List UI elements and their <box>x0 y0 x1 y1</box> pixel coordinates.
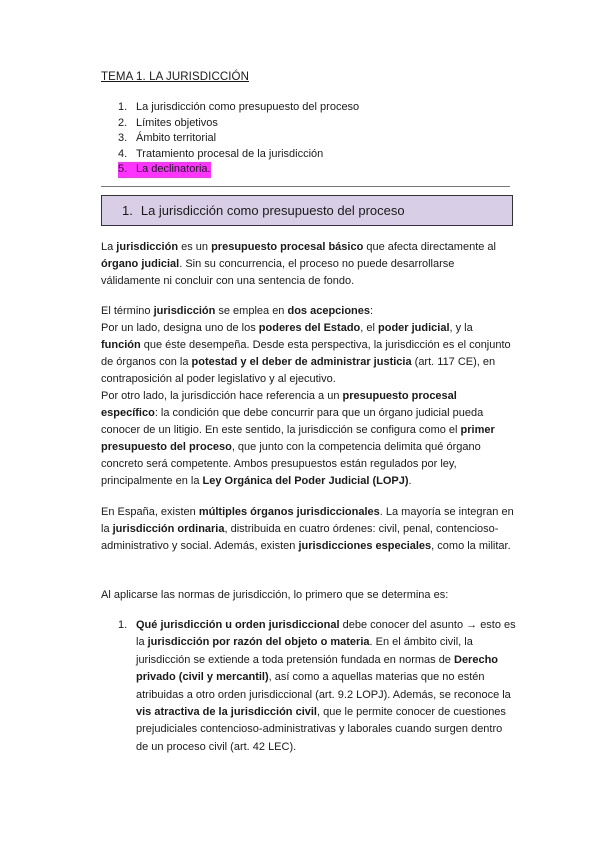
bold-term: presupuesto procesal básico <box>211 241 364 253</box>
bold-term: jurisdicción <box>116 241 179 253</box>
bold-term: Derecho privado (civil y mercantil) <box>136 653 499 684</box>
bold-term: primer presupuesto del proceso <box>101 424 495 453</box>
text-run: se emplea en <box>215 305 288 317</box>
list-item-text <box>136 617 516 756</box>
paragraph-organos <box>101 504 515 555</box>
bold-term: poderes del Estado <box>258 322 361 334</box>
list-item <box>118 617 516 756</box>
bold-term: potestad y el deber de administrar justicia <box>191 356 412 368</box>
text-run: Por otro lado, la jurisdicción hace referencia a un <box>101 390 343 402</box>
paragraph-definition <box>101 239 515 290</box>
toc-item-highlighted <box>118 162 359 178</box>
text-run: es un <box>178 241 212 253</box>
text-run: , así como a aquellas materias que no estén atribuidas a otro orden jurisdiccional (art. 9.2 LOPJ). Además, se reconoce la <box>136 671 511 701</box>
bold-term: múltiples órganos jurisdiccionales <box>198 506 380 518</box>
list-item-number: 1. <box>118 619 128 631</box>
text-run: que afecta directamente al <box>363 241 496 253</box>
bold-term: dos acepciones <box>287 305 371 317</box>
text-run: La <box>101 241 117 253</box>
bold-term: jurisdicción ordinaria <box>112 523 225 535</box>
text-run: En España, existen <box>101 506 199 518</box>
paragraph-acepciones <box>101 303 515 490</box>
text-run: Al aplicarse las normas de jurisdicción, lo primero que se determina es: <box>101 589 449 601</box>
toc-item-label: La jurisdicción como presupuesto del proceso <box>136 101 360 113</box>
section-title: La jurisdicción como presupuesto del proceso <box>140 203 405 218</box>
toc-item-number: 5. <box>118 162 136 178</box>
text-run: , y la <box>449 322 473 334</box>
text-run: , el <box>360 322 378 334</box>
toc-item-number: 1. <box>118 101 128 113</box>
text-run: El término <box>101 305 154 317</box>
text-run: . La mayoría se integran en la <box>101 506 514 535</box>
bold-term: jurisdicción por razón del objeto o materia <box>147 636 370 649</box>
text-run: que éste desempeña. Desde esta perspectiva, la jurisdicción es el conjunto de órganos con la <box>101 339 511 368</box>
toc-item-number: 3. <box>118 132 128 144</box>
toc-item <box>118 147 359 163</box>
toc-item <box>118 131 359 147</box>
text-run: Por un lado, designa uno de los <box>101 322 259 334</box>
bold-term: vis atractiva de la jurisdicción civil <box>136 706 317 719</box>
toc-item-label: Ámbito territorial <box>136 132 217 144</box>
toc-item-number: 4. <box>118 147 128 160</box>
text-run: , como la militar. <box>431 540 511 552</box>
text-run: : la condición que debe concurrir para que un órgano judicial pueda conocer de un litigio. En este sentido, la jurisdicción se configura como el <box>101 407 484 436</box>
toc-item <box>118 100 359 116</box>
text-run: debe conocer del asunto → esto es la <box>136 619 516 649</box>
bold-term: jurisdicción <box>153 305 216 317</box>
document-title: TEMA 1. LA JURISDICCIÓN <box>101 71 249 83</box>
text-run: . Sin su concurrencia, el proceso no puede desarrollarse válidamente ni concluir con una sentencia de fondo. <box>101 258 455 287</box>
bold-term: órgano judicial <box>101 258 180 270</box>
bold-term: función <box>101 339 141 351</box>
text-run: , que junto con la competencia delimita qué órgano concreto será competente. Ambos presupuestos están regulados por ley, principalmente en la <box>101 441 481 487</box>
table-of-contents <box>118 100 359 178</box>
bold-term: Ley Orgánica del Poder Judicial (LOPJ) <box>202 475 409 487</box>
bold-term: presupuesto procesal específico <box>101 390 457 419</box>
text-run: , distribuida en cuatro órdenes: civil, penal, contencioso-administrativo y social. Además, existen <box>101 523 499 552</box>
text-run: (art. 117 CE), en contraposición al poder legislativo y al ejecutivo. <box>101 356 496 385</box>
paragraph-intro-list <box>101 587 515 604</box>
text-run: : <box>370 305 374 317</box>
text-run: . <box>408 475 412 487</box>
horizontal-divider <box>101 186 510 187</box>
toc-item-label: La declinatoria. <box>136 162 211 178</box>
toc-item-label: Límites objetivos <box>136 116 218 129</box>
bold-term: Qué jurisdicción u orden jurisdiccional <box>136 619 340 631</box>
toc-item-number: 2. <box>118 116 128 129</box>
bold-term: jurisdicciones especiales <box>298 540 432 552</box>
toc-item-label: Tratamiento procesal de la jurisdicción <box>136 147 324 160</box>
section-number: 1. <box>122 203 133 218</box>
toc-item <box>118 116 359 132</box>
section-heading <box>101 195 513 226</box>
text-run: , que le permite conocer de cuestiones prejudiciales contencioso-administrativas y laborales cuando surgen dentro de un proceso civil (art. 42 LEC). <box>136 706 506 753</box>
text-run: . En el ámbito civil, la jurisdicción se extiende a toda pretensión fundada en normas de <box>136 636 473 666</box>
bold-term: poder judicial <box>378 322 450 334</box>
